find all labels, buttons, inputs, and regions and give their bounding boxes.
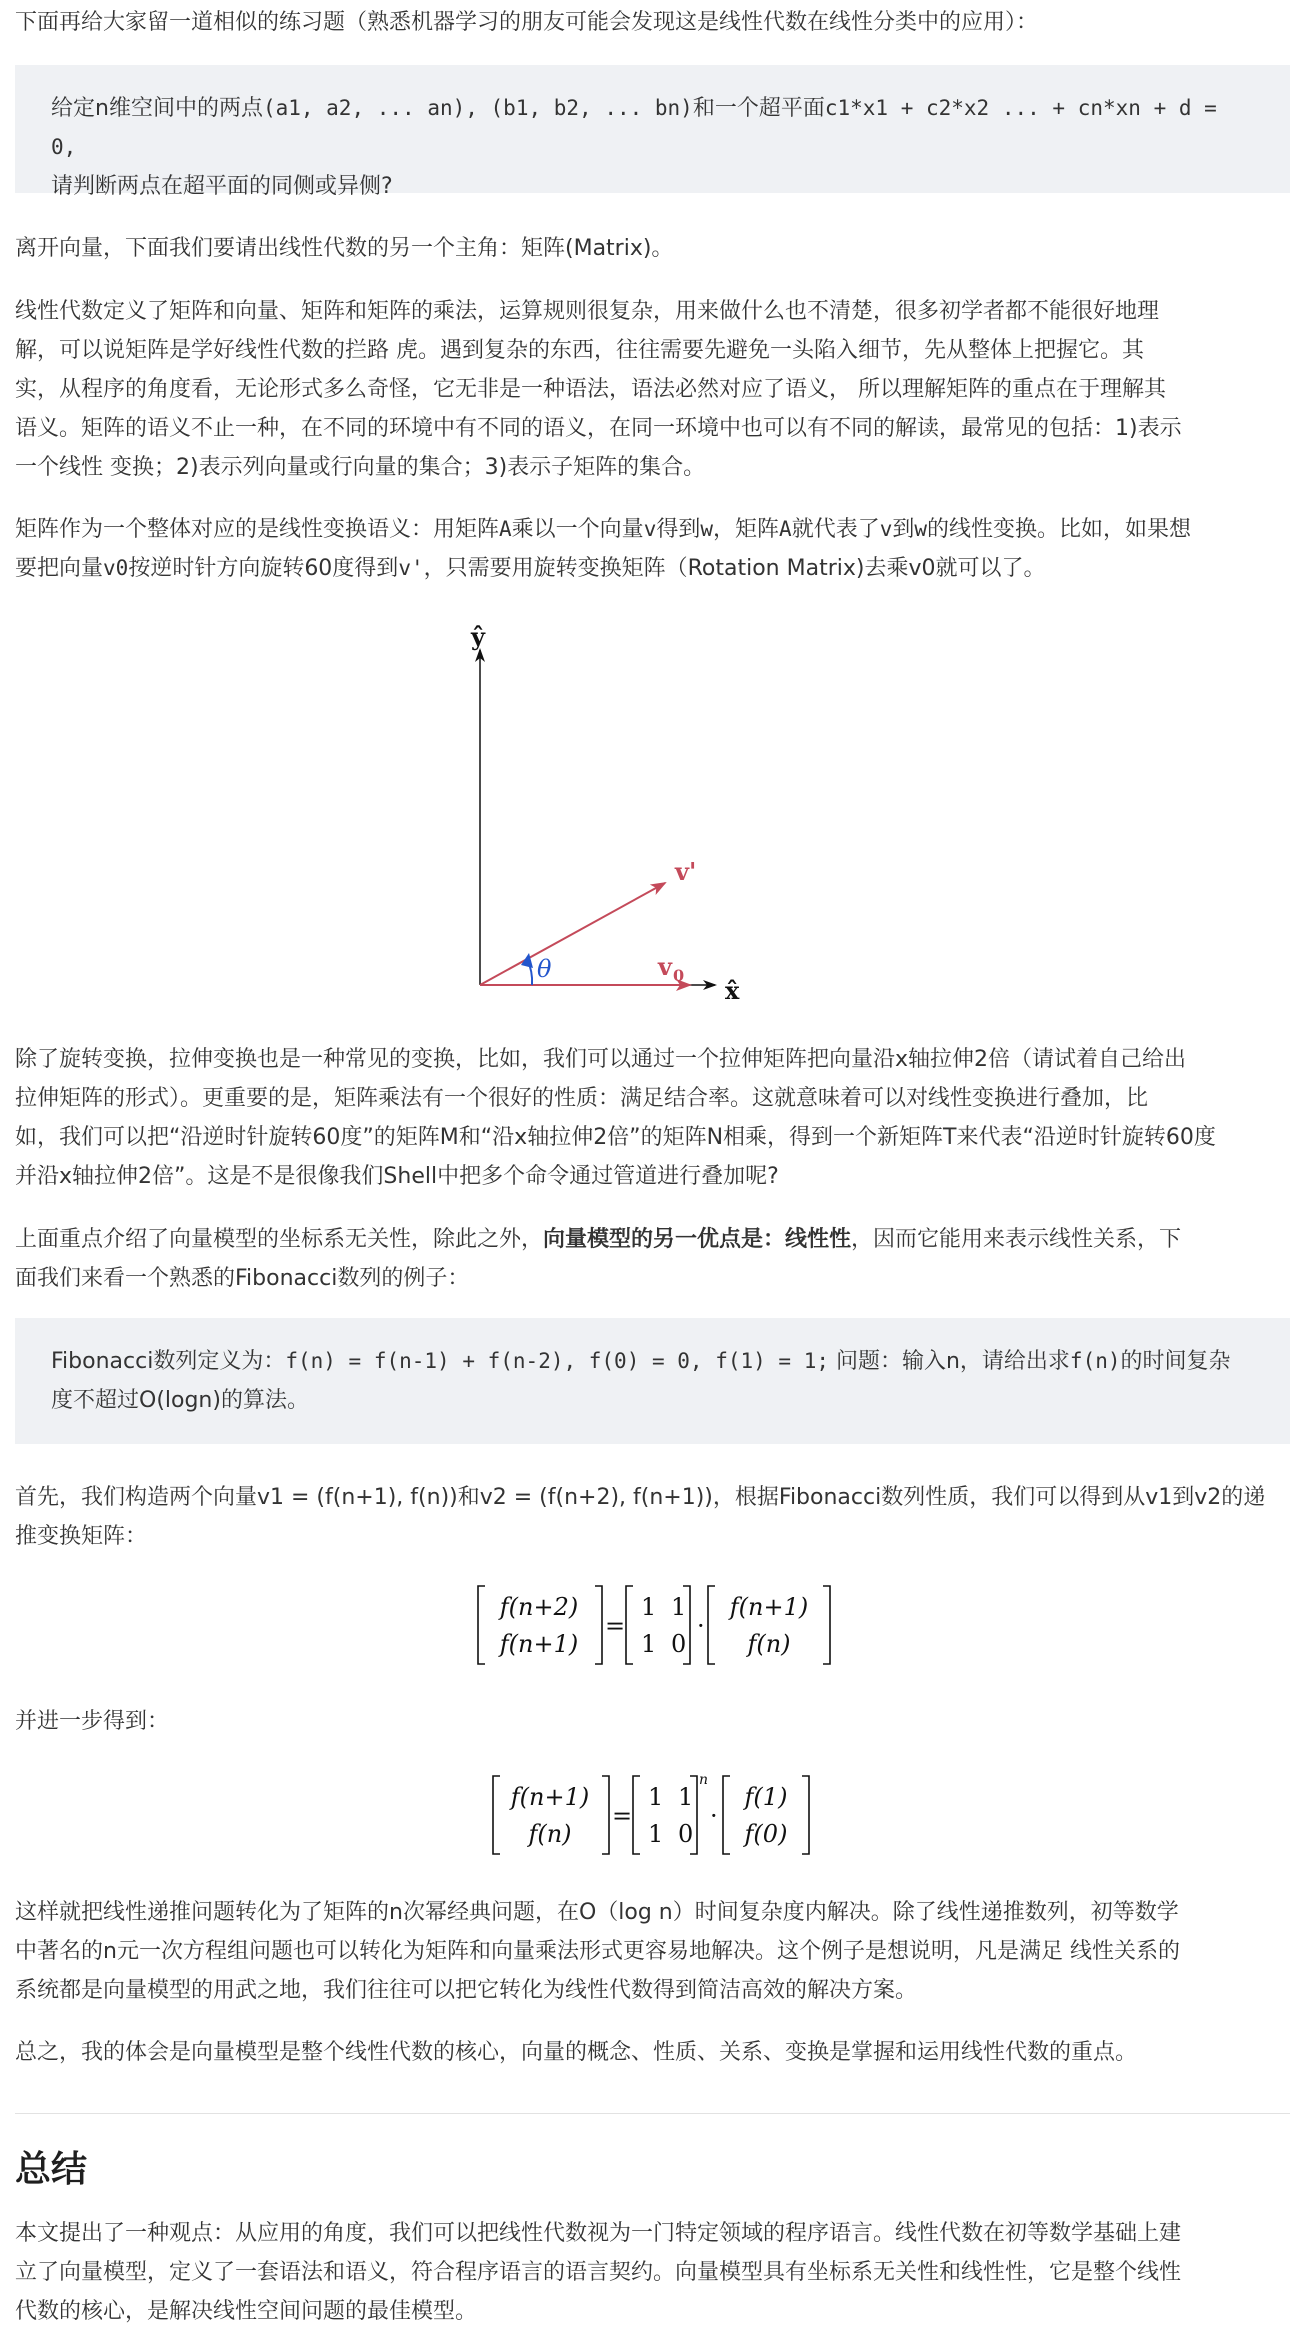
- text-span: ，因而它能用来表示线性关系，下: [851, 1227, 1182, 1252]
- bracket-left: [626, 1586, 633, 1664]
- section-divider: [15, 2113, 1290, 2114]
- y-axis-label: ŷ: [471, 622, 485, 651]
- bracket-left: [633, 1776, 640, 1854]
- var-w: w: [914, 517, 928, 541]
- linearity-bold-text: 向量模型的另一优点是：线性性: [543, 1227, 852, 1252]
- rhs-top: f(n+1): [729, 1593, 809, 1621]
- text-span: ，矩阵: [713, 517, 780, 542]
- matrix-cell: 1: [678, 1783, 694, 1811]
- var-v: v: [643, 517, 657, 541]
- bracket-left: [493, 1776, 500, 1854]
- matrix-def-line: 一个线性 变换；2)表示列向量或行向量的集合；3)表示子矩阵的集合。: [15, 455, 706, 480]
- stretch-line: 并沿x轴拉伸2倍”。这是不是很像我们Shell中把多个命令通过管道进行叠加呢?: [15, 1164, 779, 1189]
- matrix-cell: 1: [648, 1783, 664, 1811]
- text-span: 的时间复杂: [1120, 1349, 1231, 1374]
- var-v-prime: v': [398, 556, 424, 580]
- fibonacci-conclusion-paragraph: [15, 1893, 1303, 2010]
- text-span: Fibonacci数列定义为：: [51, 1349, 286, 1374]
- v-prime-label: v': [675, 857, 697, 886]
- stretch-line: 如，我们可以把“沿逆时针旋转60度”的矩阵M和“沿x轴拉伸2倍”的矩阵N相乘，得到一个新矩阵T来代表“沿逆时针旋转60度: [15, 1125, 1216, 1150]
- exercise-text-mid: 和一个超平面: [692, 96, 825, 121]
- conclusion-line: 这样就把线性递推问题转化为了矩阵的n次幂经典问题，在O（log n）时间复杂度内解决。除了线性递推数列，初等数学: [15, 1900, 1179, 1925]
- x-axis-label: x̂: [725, 976, 740, 1005]
- rotation-figure: [455, 615, 855, 1005]
- matrix-intro-paragraph: 离开向量，下面我们要请出线性代数的另一个主角：矩阵(Matrix)。: [15, 236, 674, 261]
- summary-paragraph: 总之，我的体会是向量模型是整个线性代数的核心，向量的概念、性质、关系、变换是掌握和运用线性代数的重点。: [15, 2040, 1138, 2065]
- construct-line: 首先，我们构造两个向量v1 = (f(n+1), f(n))和v2 = (f(n+2), f(n+1))，根据Fibonacci数列性质，我们可以得到从v1到v2的递: [15, 1485, 1266, 1510]
- bracket-left: [708, 1586, 715, 1664]
- exercise-blockquote: [15, 65, 1290, 199]
- fn-code: f(n): [1069, 1349, 1121, 1373]
- equals-sign: =: [611, 1802, 633, 1830]
- rhs-bottom: f(0): [744, 1820, 788, 1848]
- bracket-right: [595, 1586, 602, 1664]
- section-title: 总结: [15, 2149, 88, 2190]
- equation-power: [490, 1770, 830, 1860]
- rotation-paragraph: [15, 510, 1303, 588]
- conclusion-line: 中著名的n元一次方程组问题也可以转化为矩阵和向量乘法形式更容易地解决。这个例子是想说明，凡是满足 线性关系的: [15, 1939, 1180, 1964]
- linearity-paragraph: [15, 1220, 1303, 1298]
- exercise-code-points: (a1, a2, ... an), (b1, b2, ... bn): [262, 96, 693, 120]
- final-line: 代数的核心，是解决线性空间问题的最佳模型。: [15, 2299, 478, 2324]
- lhs-bottom: f(n): [528, 1820, 572, 1848]
- matrix-cell: 1: [641, 1593, 657, 1621]
- text-span: 乘以一个向量: [511, 517, 644, 542]
- fibonacci-blockquote: [15, 1318, 1290, 1444]
- text-span: 到: [892, 517, 915, 542]
- text-span: 要把向量: [15, 556, 104, 581]
- bracket-left: [478, 1586, 485, 1664]
- matrix-def-line: 语义。矩阵的语义不止一种，在不同的环境中有不同的语义，在同一环境中也可以有不同的解读，最常见的包括：1)表示: [15, 416, 1182, 441]
- matrix-cell: 0: [678, 1820, 694, 1848]
- v0-subscript: 0: [673, 966, 685, 985]
- bracket-right: [823, 1586, 830, 1664]
- matrix-cell: 1: [671, 1593, 687, 1621]
- further-paragraph: 并进一步得到：: [15, 1709, 170, 1734]
- text-span: 问题：输入n，请给出求: [828, 1349, 1070, 1374]
- exercise-text-pre: 给定n维空间中的两点: [51, 96, 263, 121]
- final-paragraph: [15, 2214, 1303, 2331]
- fibonacci-construct-paragraph: [15, 1478, 1303, 1556]
- exercise-line-2: 请判断两点在超平面的同侧或异侧?: [51, 174, 393, 199]
- rhs-top: f(1): [744, 1783, 788, 1811]
- var-a: A: [779, 517, 792, 541]
- bracket-right: [802, 1776, 809, 1854]
- conclusion-line: 系统都是向量模型的用武之地，我们往往可以把它转化为线性代数得到简洁高效的解决方案。: [15, 1978, 918, 2003]
- var-w: w: [700, 517, 714, 541]
- var-a: A: [499, 517, 512, 541]
- v-prime-vector: [480, 883, 665, 985]
- bracket-right: [602, 1776, 609, 1854]
- matrix-definition-paragraph: [15, 292, 1303, 487]
- text-span: 就代表了: [791, 517, 880, 542]
- intro-paragraph: [15, 3, 1290, 42]
- final-line: 立了向量模型，定义了一套语法和语义，符合程序语言的语言契约。向量模型具有坐标系无关性和线性性，它是整个线性: [15, 2260, 1182, 2285]
- exercise-line-1: [51, 89, 1254, 167]
- linearity-line-2: 面我们来看一个熟悉的Fibonacci数列的例子：: [15, 1266, 470, 1291]
- text-span: 得到: [656, 517, 701, 542]
- text-span: 的线性变换。比如，如果想: [927, 517, 1192, 542]
- theta-label: θ: [537, 955, 552, 983]
- construct-line: 推变换矩阵：: [15, 1524, 148, 1549]
- fibonacci-definition-code: f(n) = f(n-1) + f(n-2), f(0) = 0, f(1) = 1;: [285, 1349, 829, 1373]
- rotation-line-2: [15, 549, 1303, 588]
- rhs-bottom: f(n): [747, 1630, 791, 1658]
- lhs-top: f(n+2): [499, 1593, 579, 1621]
- matrix-cell: 0: [671, 1630, 687, 1658]
- var-v0: v0: [103, 556, 129, 580]
- lhs-bottom: f(n+1): [499, 1630, 579, 1658]
- stretch-line: 除了旋转变换，拉伸变换也是一种常见的变换，比如，我们可以通过一个拉伸矩阵把向量沿x轴拉伸2倍（请试着自己给出: [15, 1047, 1187, 1072]
- matrix-power: n: [699, 1772, 709, 1788]
- text-span: 按逆时针方向旋转60度得到: [128, 556, 399, 581]
- fibonacci-line-1: [51, 1342, 1254, 1381]
- dot-operator: ·: [710, 1802, 718, 1830]
- dot-operator: ·: [697, 1612, 705, 1640]
- stretch-paragraph: [15, 1040, 1303, 1196]
- linearity-line-1: [15, 1220, 1303, 1259]
- matrix-cell: 1: [648, 1820, 664, 1848]
- fibonacci-line-2: 度不超过O(logn)的算法。: [51, 1388, 309, 1413]
- text-span: 矩阵作为一个整体对应的是线性变换语义：用矩阵: [15, 517, 500, 542]
- var-v: v: [879, 517, 893, 541]
- final-line: 本文提出了一种观点：从应用的角度，我们可以把线性代数视为一门特定领域的程序语言。线性代数在初等数学基础上建: [15, 2221, 1182, 2246]
- bracket-left: [723, 1776, 730, 1854]
- v0-label: v: [658, 952, 672, 981]
- rotation-line-1: [15, 510, 1303, 549]
- matrix-def-line: 线性代数定义了矩阵和向量、矩阵和矩阵的乘法，运算规则很复杂，用来做什么也不清楚，很多初学者都不能很好地理: [15, 299, 1160, 324]
- equals-sign: =: [604, 1612, 626, 1640]
- text-span: 上面重点介绍了向量模型的坐标系无关性，除此之外，: [15, 1227, 544, 1252]
- matrix-cell: 1: [641, 1630, 657, 1658]
- text-span: ，只需要用旋转变换矩阵（Rotation Matrix)去乘v0就可以了。: [423, 556, 1046, 581]
- intro-text: 下面再给大家留一道相似的练习题（熟悉机器学习的朋友可能会发现这是线性代数在线性分类中的应用）：: [15, 10, 1039, 35]
- equation-recurrence: [475, 1580, 835, 1670]
- matrix-def-line: 解，可以说矩阵是学好线性代数的拦路 虎。遇到复杂的东西，往往需要先避免一头陷入细节，先从整体上把握它。其: [15, 338, 1144, 363]
- matrix-def-line: 实，从程序的角度看，无论形式多么奇怪，它无非是一种语法，语法必然对应了语义， 所以理解矩阵的重点在于理解其: [15, 377, 1166, 402]
- exercise-code-hyperplane: c1*x1 + c2*x2 ... + cn*xn + d = 0,: [51, 96, 1217, 159]
- lhs-top: f(n+1): [510, 1783, 590, 1811]
- stretch-line: 拉伸矩阵的形式）。更重要的是，矩阵乘法有一个很好的性质：满足结合率。这就意味着可以对线性变换进行叠加，比: [15, 1086, 1149, 1111]
